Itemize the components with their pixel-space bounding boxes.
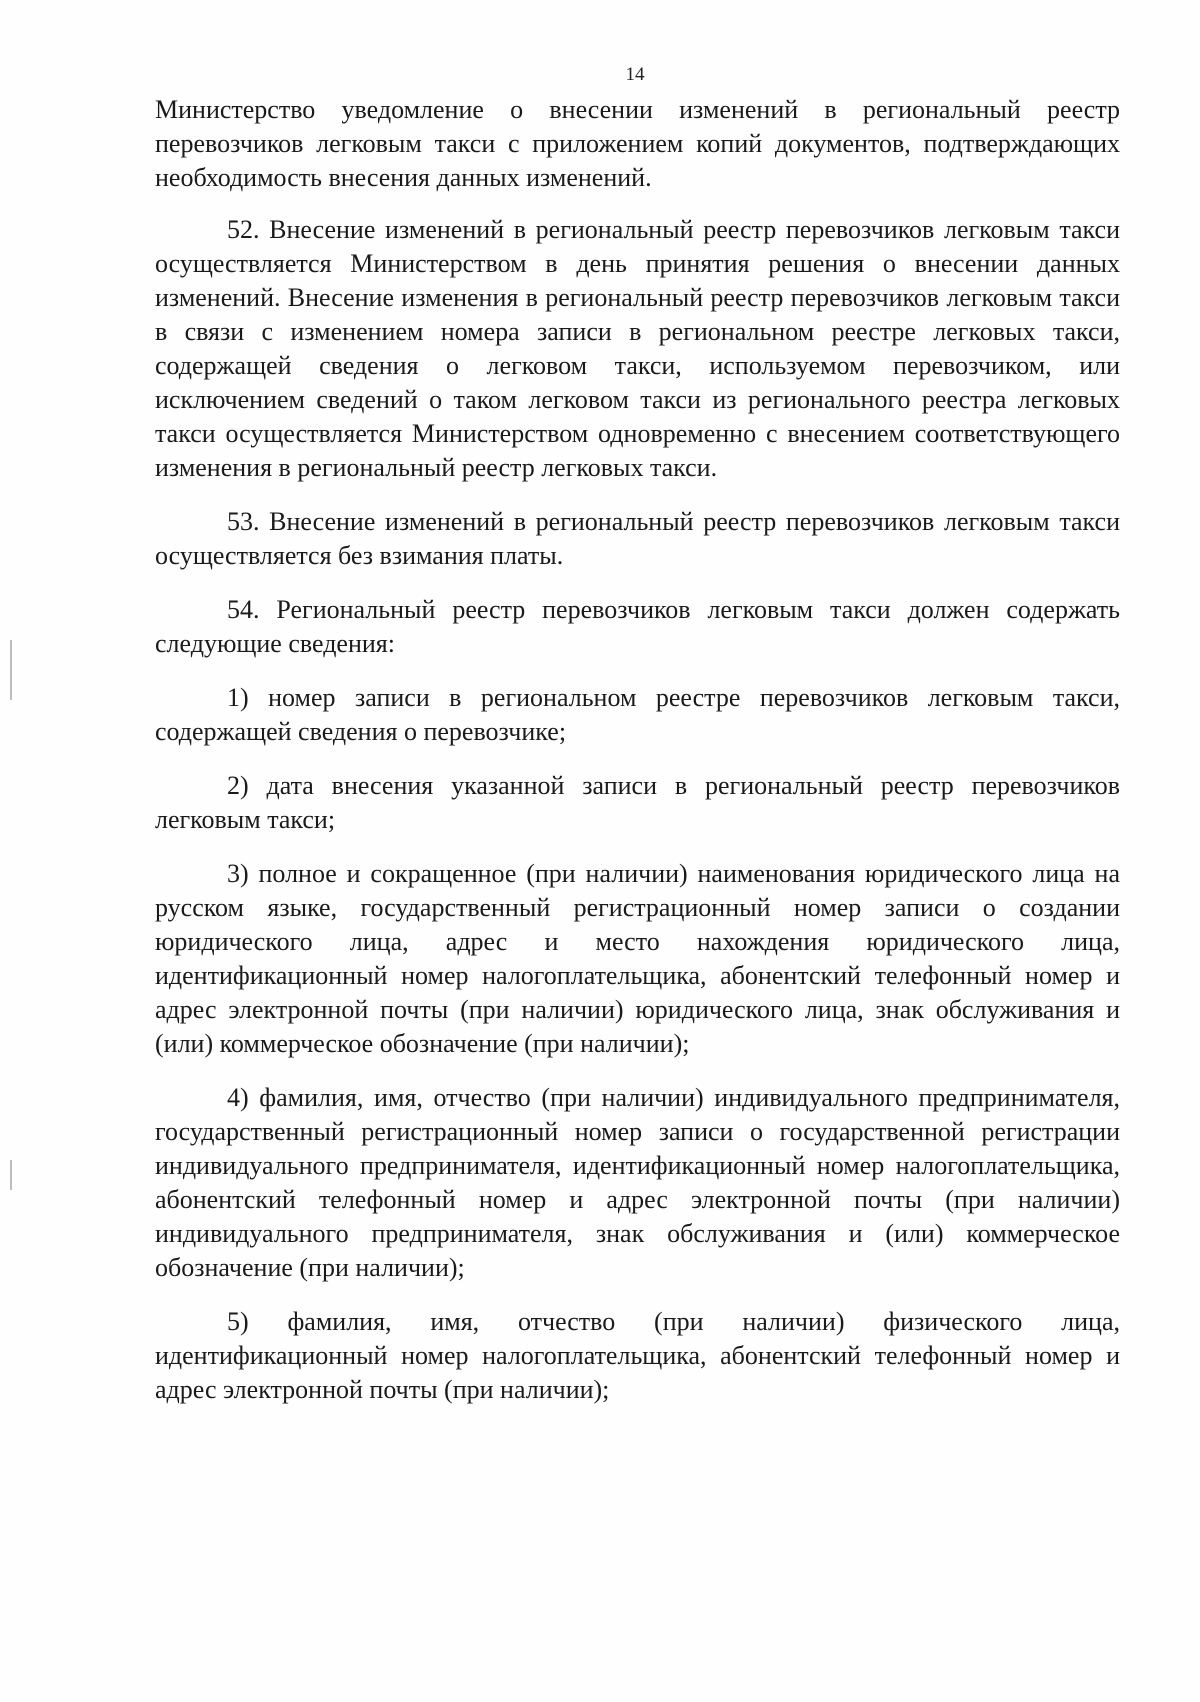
list-item-4: 4) фамилия, имя, отчество (при наличии) индивидуального предпринимателя, государственный регистрационный номер записи о государственной регистрации индивидуального предпринимателя, идентификационный номер налогоплательщика, абонентский телефонный номер и адрес электронной почты (при наличии) индивидуального предпринимателя, знак обслуживания и (или) коммерческое обозначение (при наличии); [155,1083,1120,1282]
list-item-3: 3) полное и сокращенное (при наличии) наименования юридического лица на русском языке, государственный регистрационный номер записи о создании юридического лица, адрес и место нахождения юридического лица, идентификационный номер налогоплательщика, абонентский телефонный номер и адрес электронной почты (при наличии) юридического лица, знак обслуживания и (или) коммерческое обозначение (при наличии); [155,859,1120,1058]
list-item-1: 1) номер записи в региональном реестре перевозчиков легковым такси, содержащей сведения о перевозчике; [155,683,1120,746]
paragraph-continuation: Министерство уведомление о внесении изменений в региональный реестр перевозчиков легковым такси с приложением копий документов, подтверждающих необходимость внесения данных изменений. [155,95,1120,192]
scan-margin-mark [10,1160,12,1190]
list-item-5: 5) фамилия, имя, отчество (при наличии) физического лица, идентификационный номер налогоплательщика, абонентский телефонный номер и адрес электронной почты (при наличии); [155,1307,1120,1404]
page-number: 14 [625,64,645,85]
list-item-2: 2) дата внесения указанной записи в региональный реестр перевозчиков легковым такси; [155,771,1120,834]
document-body [155,93,1120,1427]
paragraph-52: 52. Внесение изменений в региональный реестр перевозчиков легковым такси осуществляется Министерством в день принятия решения о внесении данных изменений. Внесение изменения в региональный реестр перевозчиков легковым такси в связи с изменением номера записи в региональном реестре легковых такси, содержащей сведения о легковом такси, используемом перевозчиком, или исключением сведений о таком легковом такси из регионального реестра легковых такси осуществляется Министерством одновременно с внесением соответствующего изменения в региональный реестр легковых такси. [155,215,1120,482]
paragraph-54: 54. Региональный реестр перевозчиков легковым такси должен содержать следующие сведения: [155,595,1120,658]
scan-margin-mark [10,640,12,700]
paragraph-53: 53. Внесение изменений в региональный реестр перевозчиков легковым такси осуществляется без взимания платы. [155,507,1120,570]
